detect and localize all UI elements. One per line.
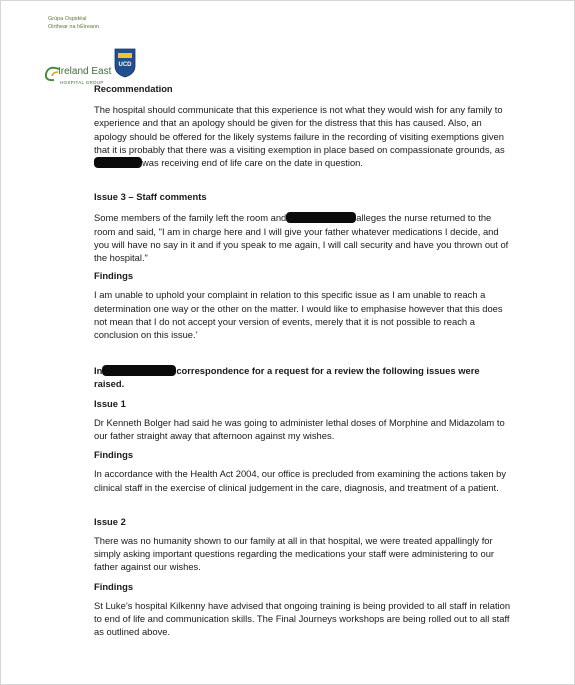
findings-paragraph-2: In accordance with the Health Act 2004, our office is precluded from examining the actions taken by clinical staff in the exercise of clinical judgement in the care, diagnosis, and treatment of a patient.	[94, 468, 507, 493]
crest-label: UCD	[118, 62, 132, 68]
review-text-2: correspondence for a request for a review the following issues were raised.	[94, 365, 480, 390]
logo-subtitle: HOSPITAL GROUP	[60, 80, 104, 85]
recommendation-text-1: The hospital should communicate that this experience is not what they would wish for any family to experience and that an apology should be given for the distress that this has caused. Also, an apology should be offered for the likely systems failure in the recording of visiting exemptions given that it is probably that there was a visiting exemption in place based on compassionate grounds, as	[94, 104, 505, 155]
review-text-1: In	[94, 365, 103, 377]
ucd-crest-icon	[114, 48, 136, 78]
logo-name: Ireland East	[58, 66, 112, 77]
findings-heading-2: Findings	[94, 449, 134, 461]
findings-heading-1: Findings	[94, 270, 134, 282]
issue-2-paragraph: There was no humanity shown to our family at all in that hospital, we were treated appallingly for simply asking important questions regarding the medications your staff were administering to our father against our wishes.	[94, 535, 495, 573]
issue-3-text-2: alleges the nurse returned to the room and said, "I am in charge here and I will give your father whatever medications I decide, and you will have no say in it and if you speak to me again, I will call security and have you thrown out of the hospital."	[94, 212, 509, 264]
issue-3-text-1: Some members of the family left the room and	[94, 212, 287, 224]
redaction-bar	[286, 212, 356, 223]
redaction-bar	[102, 365, 176, 376]
recommendation-paragraph	[94, 103, 512, 169]
findings-paragraph-1: I am unable to uphold your complaint in relation to this specific issue as I am unable to reach a determination one way or the other on the matter. I would like to emphasise however that this does not mean that I do not accept your version of events, merely that it is not possible to reach a conclusion on this issue.’	[94, 289, 503, 341]
findings-heading-3: Findings	[94, 580, 134, 592]
issue-3-heading: Issue 3 – Staff comments	[94, 191, 207, 203]
document-body	[94, 82, 512, 639]
review-paragraph	[94, 364, 512, 390]
issue-1-paragraph: Dr Kenneth Bolger had said he was going to administer lethal doses of Morphine and Midazolam to our father straight away that afternoon against my wishes.	[94, 416, 505, 442]
logo-irish-line-1: Grúpa Ospidéal	[48, 16, 87, 22]
logo-irish-line-2: Oirthear na hÉireann	[48, 24, 100, 30]
recommendation-text-2: was receiving end of life care on the date in question.	[142, 157, 363, 169]
issue-3-paragraph	[94, 211, 512, 264]
issue-1-heading: Issue 1	[94, 397, 126, 409]
issue-2-heading: Issue 2	[94, 515, 126, 527]
redaction-bar	[94, 157, 142, 168]
findings-paragraph-3: St Luke’s hospital Kilkenny have advised that ongoing training is being provided to all staff in relation to end of life and communication skills. The Final Journeys workshops are being rolled out to all staff as outlined above.	[94, 599, 511, 638]
recommendation-heading: Recommendation	[94, 83, 173, 94]
